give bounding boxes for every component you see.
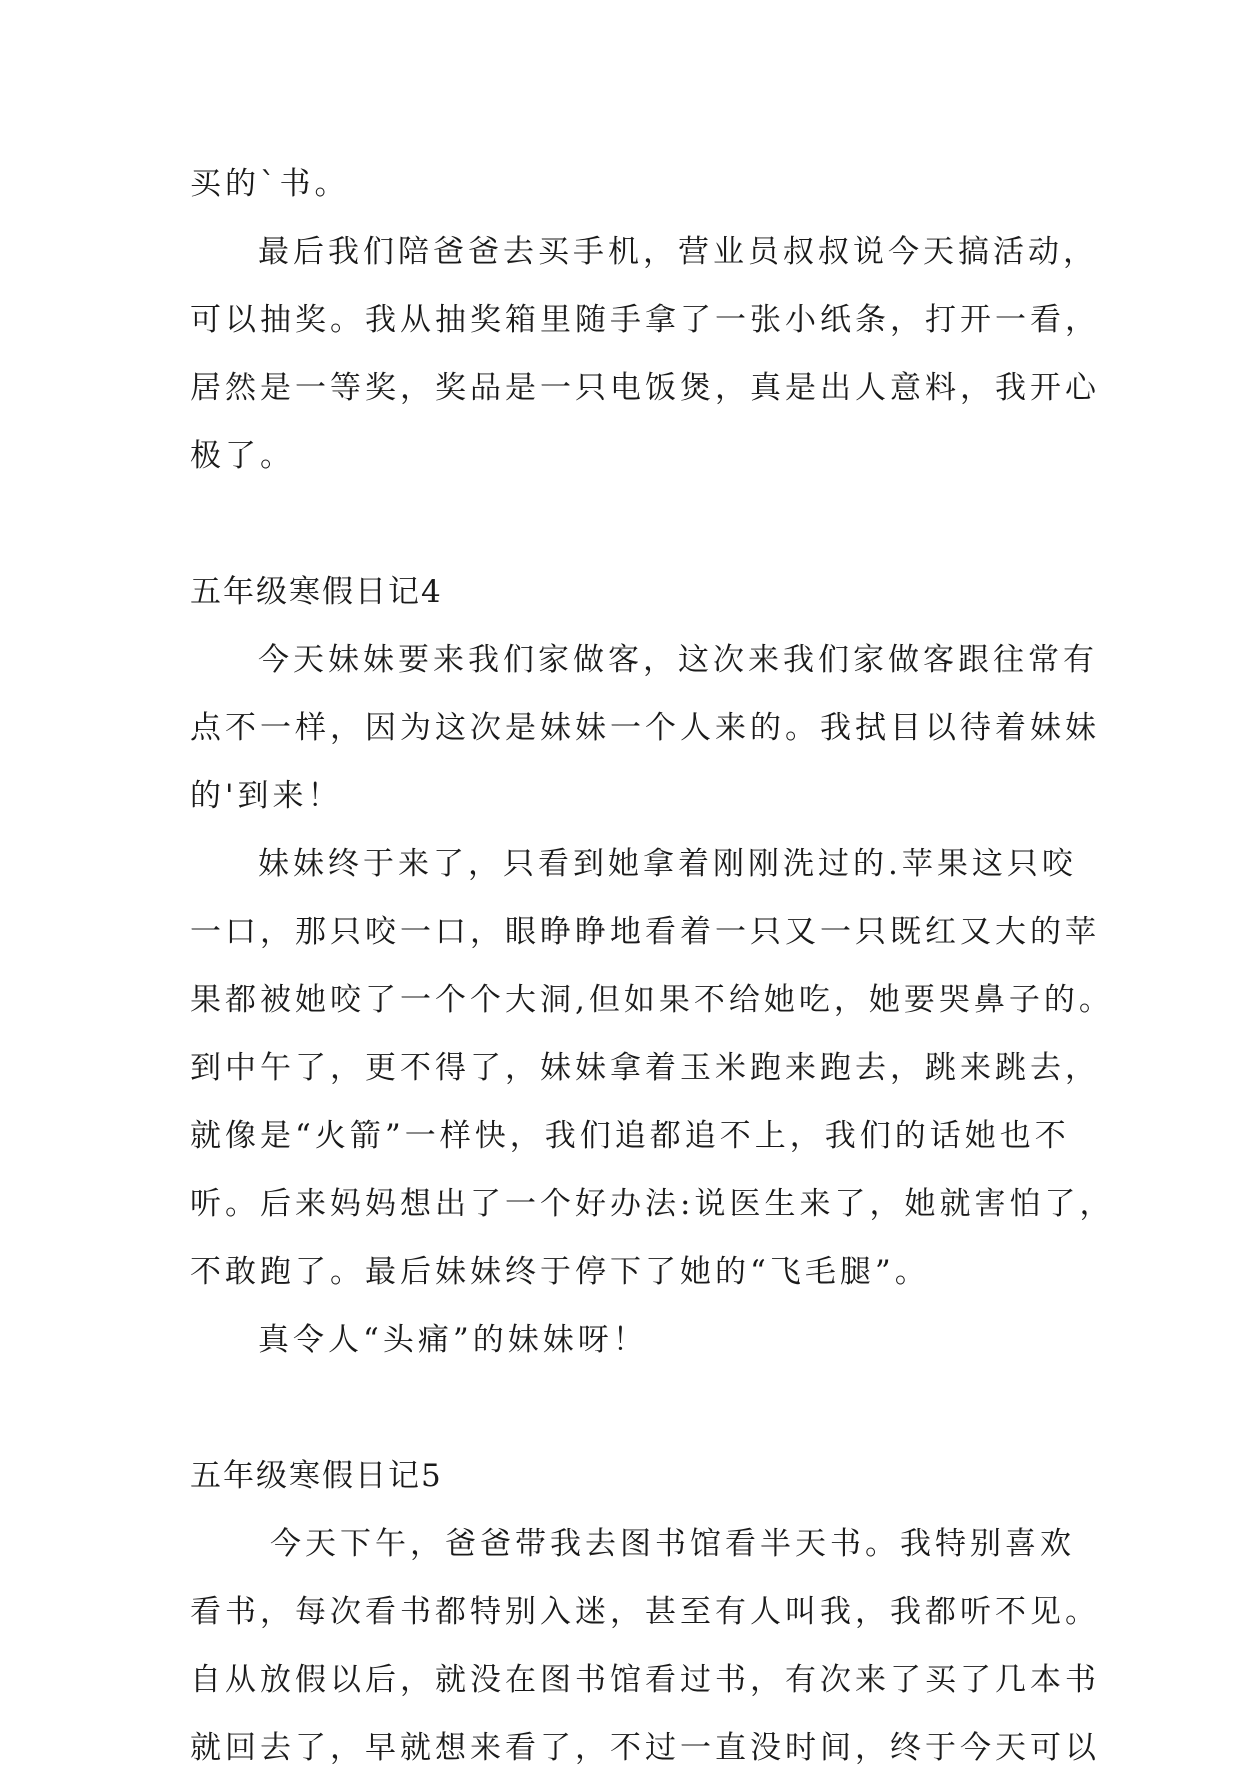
section-gap [190,1374,1070,1442]
document-page [190,150,1115,1782]
paragraph-line: 可以抽奖。我从抽奖箱里随手拿了一张小纸条，打开一看， [190,302,1100,338]
paragraph-line: 极了。 [190,438,295,474]
paragraph-line: 到中午了，更不得了，妹妹拿着玉米跑来跑去，跳来跳去， [190,1050,1100,1086]
paragraph-line: 妹妹终于来了，只看到她拿着刚刚洗过的.苹果这只咬 [258,846,1077,882]
section-title: 五年级寒假日记4 [190,574,443,610]
paragraph-line: 居然是一等奖，奖品是一只电饭煲，真是出人意料，我开心 [190,370,1100,406]
paragraph-line: 一口，那只咬一口，眼睁睁地看着一只又一只既红又大的苹 [190,914,1100,950]
paragraph-line: 果都被她咬了一个个大洞,但如果不给她吃，她要哭鼻子的。 [190,982,1114,1018]
paragraph-line: 最后我们陪爸爸去买手机，营业员叔叔说今天搞活动， [258,234,1098,270]
section-gap [190,490,1070,558]
paragraph-line: 不敢跑了。最后妹妹终于停下了她的“飞毛腿”。 [190,1254,930,1290]
paragraph-line: 就回去了，早就想来看了，不过一直没时间，终于今天可以 [190,1730,1100,1766]
section-title: 五年级寒假日记5 [190,1458,443,1494]
paragraph-line: 今天妹妹要来我们家做客，这次来我们家做客跟往常有 [258,642,1098,678]
paragraph-line: 买的`书。 [190,166,350,202]
paragraph-line: 的'到来！ [190,778,343,814]
paragraph-line: 就像是“火箭”一样快，我们追都追不上，我们的话她也不 [190,1118,1070,1154]
paragraph-line: 今天下午，爸爸带我去图书馆看半天书。我特别喜欢 [270,1526,1075,1562]
paragraph-line: 自从放假以后，就没在图书馆看过书，有次来了买了几本书 [190,1662,1100,1698]
paragraph-line: 点不一样，因为这次是妹妹一个人来的。我拭目以待着妹妹 [190,710,1100,746]
paragraph-line: 看书，每次看书都特别入迷，甚至有人叫我，我都听不见。 [190,1594,1100,1630]
paragraph-line: 听。后来妈妈想出了一个好办法:说医生来了，她就害怕了， [190,1186,1115,1222]
paragraph-line: 真令人“头痛”的妹妹呀！ [258,1322,648,1358]
